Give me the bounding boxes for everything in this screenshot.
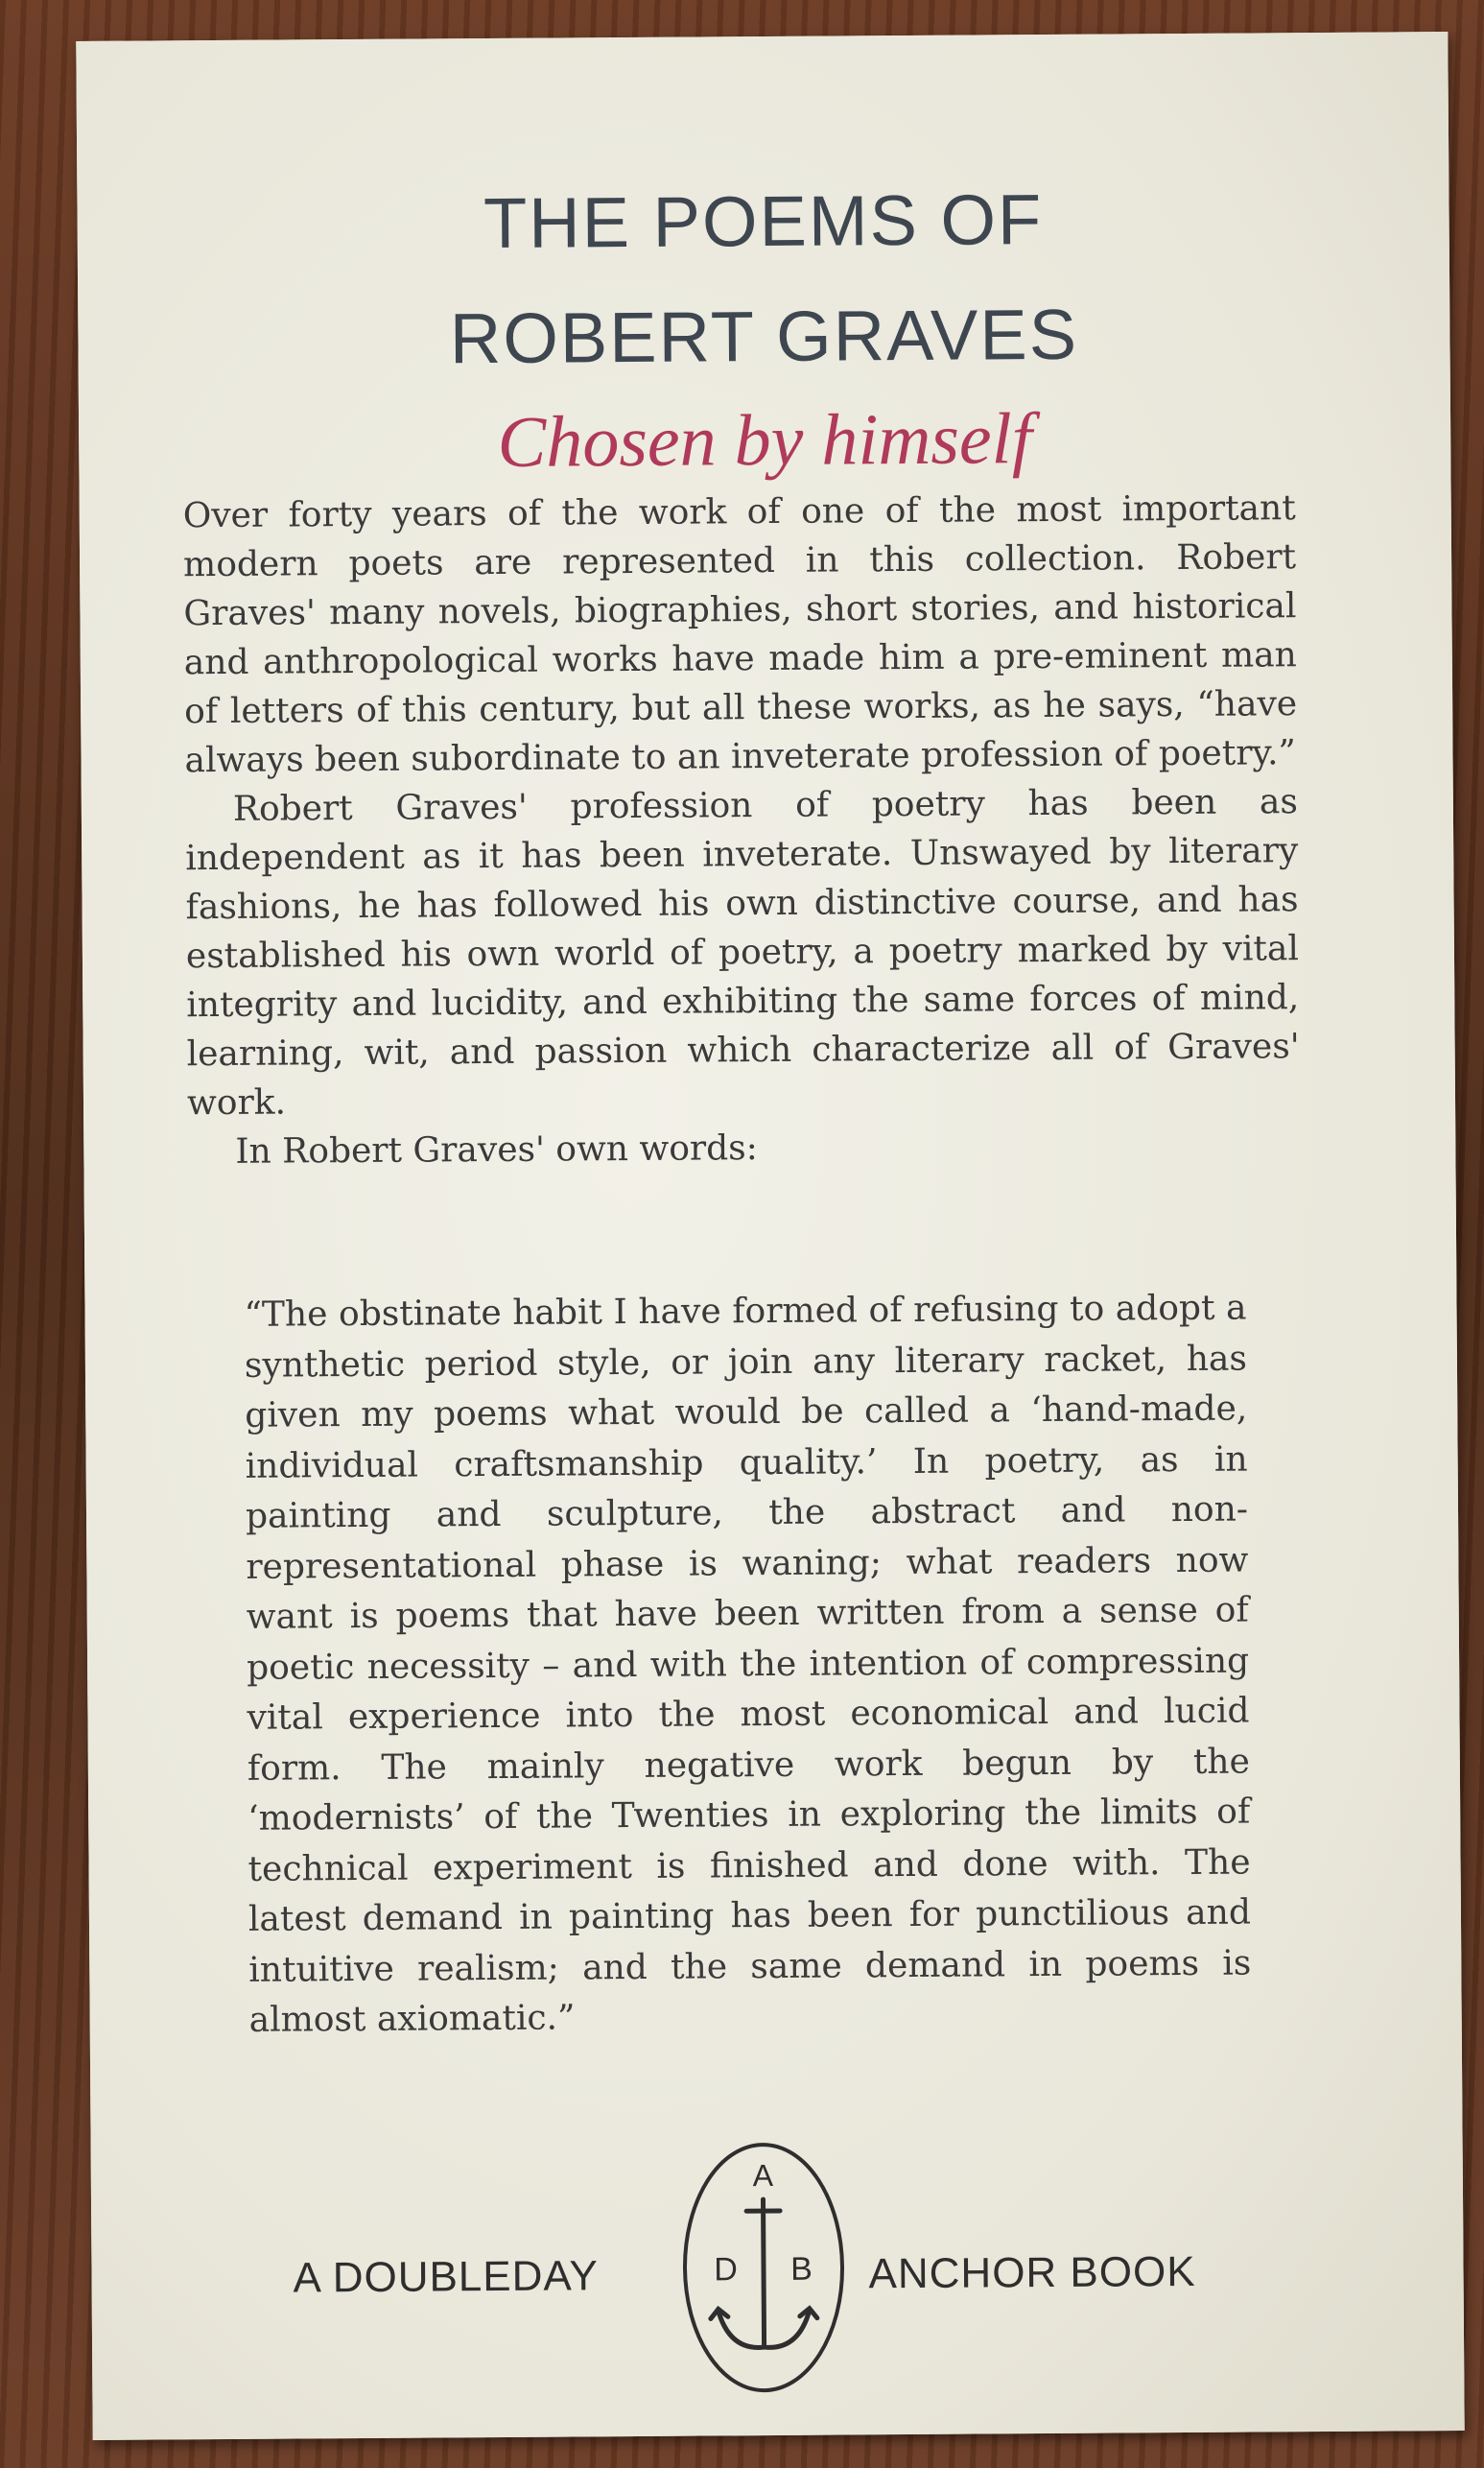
title-line-1: THE POEMS OF xyxy=(483,178,1044,264)
blurb-paragraph-1: Over forty years of the work of one of the most important modern poets are represented in this collection. Robert Graves' many novels, biographies, short stories, and historical and anthropological works have made him a pre-eminent man of letters of this century, but all these works, as he says, “have always been subordinate to an inveterate profession of poetry.” xyxy=(182,488,1298,781)
anchor-logo-icon xyxy=(679,2137,849,2397)
blurb-paragraph-3: In Robert Graves' own words: xyxy=(235,1128,758,1172)
subtitle: Chosen by himself xyxy=(497,398,1033,483)
logo-letter-a: A xyxy=(752,2158,774,2194)
title-line-2: ROBERT GRAVES xyxy=(449,294,1079,379)
logo-letter-b: B xyxy=(790,2250,813,2288)
graves-quote: “The obstinate habit I have formed of refusing to adopt a synthetic period style, or join any literary racket, has given my poems what would be called a ‘hand-made, individual craftsmanship quality.’ In poetry, as in painting and sculpture, the abstract and non-representational phase is waning; what readers now want is poems that have been written from a sense of poetic necessity – and with the intention of compressing vital experience into the most economical and lucid form. The mainly negative work begun by the ‘modernists’ of the Twenties in exploring the limits of technical experiment is finished and done with. The latest demand in painting has been for punctilious and intuitive realism; and the same demand in poems is almost axiomatic.” xyxy=(244,1288,1252,2040)
blurb-paragraph-2: Robert Graves' profession of poetry has been as independent as it has been inveterate. Unswayed by literary fashions, he has followed his own distinctive course, and has established his own world of poetry, a poetry marked by vital integrity and lucidity, and exhibiting the same forces of mind, learning, wit, and passion which characterize all of Graves' work. xyxy=(185,782,1300,1124)
publisher-name-left: A DOUBLEDAY xyxy=(293,2252,600,2302)
blurb xyxy=(183,484,1301,1176)
book-back-cover xyxy=(76,32,1464,2440)
logo-letter-d: D xyxy=(714,2251,738,2289)
publisher-name-right: ANCHOR BOOK xyxy=(868,2247,1196,2298)
